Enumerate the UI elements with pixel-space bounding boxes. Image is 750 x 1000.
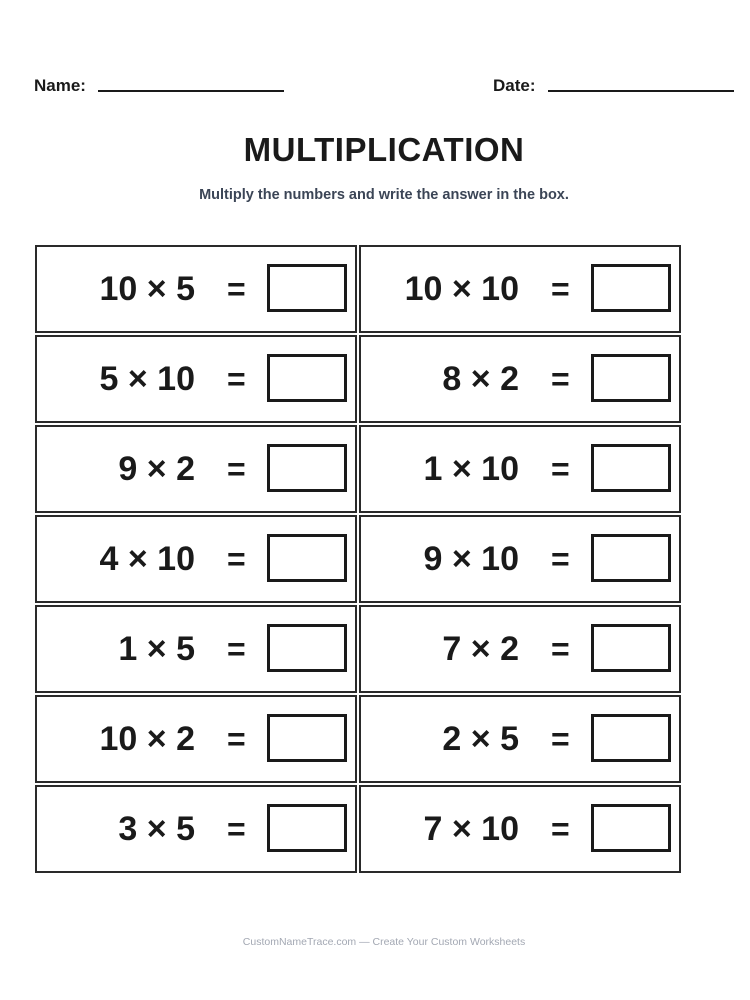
equals-sign: = [551,721,570,757]
problem-cell [359,425,681,513]
date-label: Date: [493,76,536,95]
equals-sign: = [227,721,246,757]
problem-expression: 1 × 5 [118,630,195,668]
problem-grid [35,245,681,873]
problem-cell [35,605,357,693]
answer-box[interactable] [591,804,671,852]
answer-box[interactable] [591,354,671,402]
problem-cell [359,335,681,423]
problem-expression: 10 × 2 [99,720,195,758]
name-field[interactable] [34,76,284,96]
equals-sign: = [227,271,246,307]
header-row [34,76,738,98]
answer-box[interactable] [267,444,347,492]
answer-box[interactable] [267,804,347,852]
equals-sign: = [551,631,570,667]
equals-sign: = [227,631,246,667]
name-label: Name: [34,76,86,95]
problem-cell [359,605,681,693]
equals-sign: = [551,541,570,577]
problem-expression: 5 × 10 [99,360,195,398]
problem-expression: 3 × 5 [118,810,195,848]
problem-expression: 7 × 2 [442,630,519,668]
answer-box[interactable] [591,444,671,492]
answer-box[interactable] [267,714,347,762]
problem-cell [35,515,357,603]
instructions: Multiply the numbers and write the answer in the box. [199,187,569,203]
worksheet-title: MULTIPLICATION [243,131,525,168]
problem-expression: 10 × 10 [404,270,519,308]
equals-sign: = [227,811,246,847]
problem-cell [35,335,357,423]
name-line[interactable] [98,90,284,92]
problem-cell [359,245,681,333]
problem-expression: 2 × 5 [442,720,519,758]
problem-cell [35,425,357,513]
date-line[interactable] [548,90,734,92]
answer-box[interactable] [591,534,671,582]
answer-box[interactable] [591,714,671,762]
answer-box[interactable] [267,624,347,672]
problem-cell [359,785,681,873]
equals-sign: = [551,361,570,397]
problem-expression: 1 × 10 [423,450,519,488]
answer-box[interactable] [591,264,671,312]
equals-sign: = [227,541,246,577]
answer-box[interactable] [267,534,347,582]
equals-sign: = [227,361,246,397]
problem-expression: 10 × 5 [99,270,195,308]
problem-expression: 8 × 2 [442,360,519,398]
date-field[interactable] [493,76,734,96]
problem-expression: 9 × 10 [423,540,519,578]
problem-expression: 9 × 2 [118,450,195,488]
problem-cell [35,245,357,333]
problem-cell [359,695,681,783]
footer-credit: CustomNameTrace.com — Create Your Custom Worksheets [242,936,526,948]
problem-cell [35,785,357,873]
equals-sign: = [551,271,570,307]
answer-box[interactable] [267,354,347,402]
equals-sign: = [551,811,570,847]
problem-expression: 7 × 10 [423,810,519,848]
problem-expression: 4 × 10 [99,540,195,578]
problem-cell [35,695,357,783]
answer-box[interactable] [267,264,347,312]
problem-cell [359,515,681,603]
answer-box[interactable] [591,624,671,672]
equals-sign: = [227,451,246,487]
equals-sign: = [551,451,570,487]
